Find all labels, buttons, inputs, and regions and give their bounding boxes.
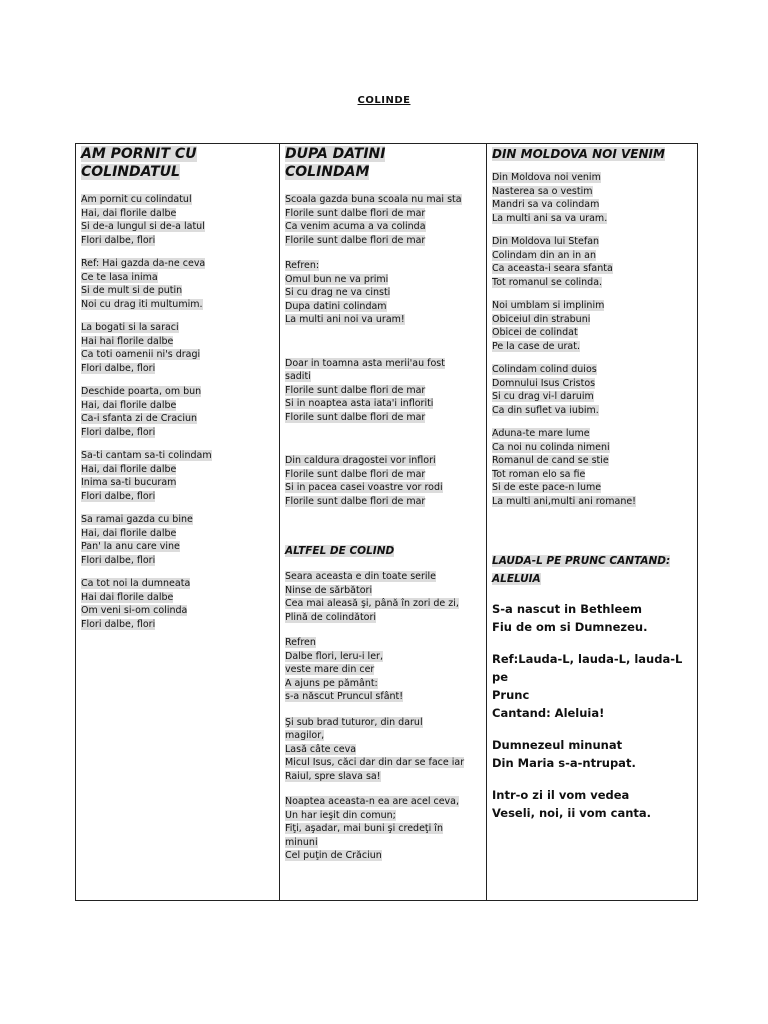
stanza-line: [285, 756, 481, 770]
stanza-line: [81, 284, 274, 298]
stanza-line: [285, 677, 481, 691]
stanza-line: [285, 690, 481, 704]
stanza-line-text: Si cu drag ne va cinsti: [285, 287, 391, 298]
subsection-title: [285, 544, 481, 558]
stanza-line-text: Din Moldova lui Stefan: [492, 236, 600, 247]
stanza-line-text: Am pornit cu colindatul: [81, 194, 192, 205]
stanza-line-text: Plină de colindători: [285, 611, 377, 623]
stanza-line: [81, 298, 274, 312]
stanza-line: [492, 804, 692, 822]
stanza-line: [285, 809, 481, 823]
stanza-line-text: Hai, dai florile dalbe: [81, 527, 177, 539]
stanza-line-text: Pan' la anu care vine: [81, 541, 180, 552]
stanza-line: [81, 618, 274, 632]
stanza-line: [81, 193, 274, 207]
stanza-line: [492, 454, 692, 468]
stanza-line: [285, 495, 481, 509]
stanza-line: [492, 686, 692, 704]
stanza-line: [285, 770, 481, 784]
stanza-line-text: Hai hai florile dalbe: [81, 335, 174, 347]
stanza-line: [285, 259, 481, 273]
stanza: [492, 363, 692, 417]
stanza: [81, 385, 274, 439]
stanza-line: [81, 540, 274, 554]
stanza: [285, 357, 481, 425]
stanza-line-text: Si de este pace-n lume: [492, 482, 602, 493]
stanza: [492, 171, 692, 225]
stanza: [285, 716, 481, 784]
subsection-title-line: [492, 552, 692, 570]
stanza-line: [285, 663, 481, 677]
stanza-line: [285, 397, 481, 411]
stanza-line-text: s-a născut Pruncul sfânt!: [285, 691, 404, 702]
stanza-line: [81, 412, 274, 426]
column-title-line: [492, 145, 692, 163]
stanza-line: [492, 495, 692, 509]
stanza-line: [81, 220, 274, 234]
stanza-line-text: Scoala gazda buna scoala nu mai sta: [285, 194, 462, 205]
stanza-line-text: Pe la case de urat.: [492, 340, 580, 352]
stanza-line: [285, 795, 481, 809]
column-title-line: [81, 145, 274, 163]
stanza-line: [285, 716, 481, 730]
stanza-line-text: Ca aceasta-i seara sfanta: [492, 263, 613, 274]
stanza-line-text: Din caldura dragostei vor inflori: [285, 455, 436, 466]
carol-column-3: [487, 144, 698, 901]
stanza-line-text: Florile sunt dalbe flori de mar: [285, 384, 426, 396]
stanza-line-text: Flori dalbe, flori: [81, 362, 156, 374]
stanza-line-text: Din Moldova noi venim: [492, 172, 601, 183]
stanza-line: [285, 207, 481, 221]
stanza-line: [81, 604, 274, 618]
stanza-line-text: Hai dai florile dalbe: [81, 591, 174, 603]
stanza: [492, 235, 692, 289]
stanza-line-text: Si de-a lungul si de-a latul: [81, 221, 205, 232]
stanza-line-text: saditi: [285, 371, 311, 382]
stanza-line-text: Lasă câte ceva: [285, 743, 357, 755]
stanza-line: [285, 468, 481, 482]
stanza-line: [81, 591, 274, 605]
stanza-line: [81, 490, 274, 504]
stanza: [492, 600, 692, 636]
stanza-line-text: Flori dalbe, flori: [81, 554, 156, 566]
stanza: [81, 321, 274, 375]
stanza-line-text: Ca tot noi la dumneata: [81, 578, 191, 589]
stanza-line-text: Ca toti oamenii ni's dragi: [81, 349, 201, 360]
column-title: [81, 145, 274, 181]
stanza-line-text: Ref: Hai gazda da-ne ceva: [81, 258, 206, 269]
stanza-line-text: Flori dalbe, flori: [81, 234, 156, 246]
stanza: [285, 795, 481, 863]
column-title-text: DIN MOLDOVA NOI VENIM: [492, 147, 665, 161]
stanza-line: [492, 404, 692, 418]
stanza-line: [81, 527, 274, 541]
column-title-text: DUPA DATINI: [285, 146, 386, 162]
column-title: [492, 145, 692, 163]
stanza: [492, 736, 692, 772]
stanza-line: [285, 743, 481, 757]
stanza-line: [81, 463, 274, 477]
stanza-line: [81, 426, 274, 440]
column-title-line: [81, 163, 274, 181]
stanza-line: [81, 476, 274, 490]
stanza-line: [285, 481, 481, 495]
stanza-line-text: Ca venim acuma a va colinda: [285, 221, 426, 232]
stanza-line: [492, 427, 692, 441]
stanza-line-text: Şi sub brad tuturor, din darul: [285, 716, 423, 728]
stanza-line-text: Obiceiul din strabuni: [492, 313, 591, 325]
stanza-line-text: Fiu de om si Dumnezeu.: [492, 620, 648, 634]
stanza-line-text: Ninse de sărbători: [285, 584, 373, 596]
stanza-line-text: Hai, dai florile dalbe: [81, 463, 177, 475]
stanza-line: [81, 271, 274, 285]
stanza: [285, 636, 481, 704]
stanza-line-text: Seara aceasta e din toate serile: [285, 571, 437, 582]
stanza-line-text: Dalbe flori, leru-i ler,: [285, 650, 383, 662]
stanza-line: [492, 441, 692, 455]
stanza-line: [285, 286, 481, 300]
subsection-title-text: ALELUIA: [492, 573, 541, 585]
stanza-line-text: Sa ramai gazda cu bine: [81, 514, 193, 525]
stanza-line: [285, 220, 481, 234]
stanza-line: [285, 611, 481, 625]
stanza-line-text: Noi umblam si implinim: [492, 300, 605, 311]
stanza-line: [81, 513, 274, 527]
stanza-line-text: Din Maria s-a-ntrupat.: [492, 756, 636, 770]
stanza-line-text: Om veni si-om colinda: [81, 605, 188, 616]
stanza-line-text: Obicei de colindat: [492, 327, 578, 338]
stanza-line-text: Florile sunt dalbe flori de mar: [285, 234, 426, 246]
stanza-line-text: Romanul de cand se stie: [492, 455, 609, 466]
stanza-line-text: La multi ani,multi ani romane!: [492, 495, 636, 507]
stanza-line: [285, 636, 481, 650]
stanza-line-text: La multi ani sa va uram.: [492, 212, 608, 224]
stanza-line: [285, 570, 481, 584]
stanza-line: [492, 736, 692, 754]
stanza: [285, 570, 481, 624]
stanza-line-text: Si cu drag vi-l daruim: [492, 391, 594, 402]
stanza-line-text: Un har ieşit din comun;: [285, 809, 396, 821]
stanza-line-text: Doar in toamna asta merii'au fost: [285, 357, 445, 369]
stanza-line: [285, 313, 481, 327]
stanza-line-text: Dumnezeul minunat: [492, 738, 623, 752]
stanza-line-text: A ajuns pe pământ:: [285, 677, 378, 689]
stanza-line-text: Domnului Isus Cristos: [492, 377, 596, 389]
subsection-title-text: LAUDA-L PE PRUNC CANTAND:: [492, 555, 671, 567]
stanza-line-text: Aduna-te mare lume: [492, 428, 590, 439]
stanza: [81, 193, 274, 247]
stanza-line-text: Deschide poarta, om bun: [81, 386, 202, 397]
stanza-line-text: magilor,: [285, 730, 325, 741]
carol-column-2: [280, 144, 487, 901]
stanza-line: [492, 481, 692, 495]
carols-table: [75, 143, 698, 901]
stanza-line: [285, 384, 481, 398]
stanza-line-text: Si in pacea casei voastre vor rodi: [285, 482, 443, 493]
stanza-line: [492, 600, 692, 618]
stanza-line: [492, 198, 692, 212]
column-title-text: COLINDAM: [285, 164, 370, 180]
stanza-line-text: Florile sunt dalbe flori de mar: [285, 468, 426, 480]
stanza-line: [492, 249, 692, 263]
stanza-line-text: Si in noaptea asta iata'i infloriti: [285, 398, 434, 409]
stanza-line: [285, 584, 481, 598]
stanza: [492, 650, 692, 722]
stanza-line: [81, 234, 274, 248]
stanza-line: [81, 207, 274, 221]
stanza-line-text: Noi cu drag iti multumim.: [81, 298, 203, 310]
stanza-line: [285, 729, 481, 743]
stanza-line-text: Inima sa-ti bucuram: [81, 477, 177, 488]
stanza-line: [492, 171, 692, 185]
stanza-line-text: Ca din suflet va iubim.: [492, 404, 599, 416]
stanza-line: [492, 377, 692, 391]
stanza-line-text: Ce te lasa inima: [81, 271, 158, 283]
stanza: [492, 299, 692, 353]
stanza-line: [285, 597, 481, 611]
stanza-line-text: Veseli, noi, ii vom canta.: [492, 806, 652, 820]
stanza-line: [492, 786, 692, 804]
column-title: [285, 145, 481, 181]
stanza: [285, 193, 481, 247]
stanza-line: [81, 362, 274, 376]
subsection-title-line: [492, 570, 692, 588]
stanza-line-text: Flori dalbe, flori: [81, 426, 156, 438]
stanza-line: [492, 650, 692, 686]
stanza-line-text: Mandri sa va colindam: [492, 199, 600, 210]
stanza-line-text: Florile sunt dalbe flori de mar: [285, 411, 426, 423]
stanza-line: [285, 411, 481, 425]
stanza-line-text: S-a nascut in Bethleem: [492, 602, 643, 616]
stanza-line: [285, 454, 481, 468]
stanza-line-text: Flori dalbe, flori: [81, 490, 156, 502]
stanza-line-text: La multi ani noi va uram!: [285, 314, 405, 325]
stanza: [492, 786, 692, 822]
stanza-line: [285, 650, 481, 664]
stanza-line-text: Colindam din an in an: [492, 249, 596, 261]
stanza-line-text: Fiţi, aşadar, mai buni şi credeţi în: [285, 823, 443, 834]
stanza-line-text: Tot roman elo sa fie: [492, 468, 586, 480]
stanza-line-text: Ca noi nu colinda nimeni: [492, 441, 610, 453]
stanza: [285, 454, 481, 508]
stanza-line-text: Cea mai aleasă şi, până în zori de zi,: [285, 598, 459, 609]
stanza-line: [492, 340, 692, 354]
column-title-line: [285, 145, 481, 163]
stanza-line-text: Cel puţin de Crăciun: [285, 850, 382, 861]
stanza-line-text: Raiul, spre slava sa!: [285, 770, 381, 782]
stanza-line-text: Florile sunt dalbe flori de mar: [285, 495, 426, 507]
stanza-line-text: Omul bun ne va primi: [285, 273, 389, 285]
stanza: [285, 259, 481, 327]
stanza-line-text: La bogati si la saraci: [81, 322, 179, 333]
stanza-line: [285, 234, 481, 248]
stanza-line-text: Nasterea sa o vestim: [492, 185, 593, 197]
page-title: COLINDE: [357, 95, 411, 106]
stanza: [81, 257, 274, 311]
stanza: [81, 449, 274, 503]
stanza-line-text: Intr-o zi il vom vedea: [492, 788, 630, 802]
stanza-line: [81, 554, 274, 568]
stanza-line: [492, 299, 692, 313]
stanza-line: [492, 468, 692, 482]
stanza: [492, 427, 692, 508]
stanza-line: [492, 704, 692, 722]
stanza-line: [492, 235, 692, 249]
stanza-line-text: Refren: [285, 637, 316, 648]
stanza-line: [285, 300, 481, 314]
stanza-line-text: minuni: [285, 836, 318, 848]
subsection-title: [492, 552, 692, 588]
stanza-line: [492, 185, 692, 199]
stanza-line: [285, 836, 481, 850]
stanza-line-text: Hai, dai florile dalbe: [81, 399, 177, 411]
stanza-line: [492, 363, 692, 377]
stanza-line: [81, 257, 274, 271]
stanza-line: [285, 357, 481, 371]
stanza-line: [492, 313, 692, 327]
stanza-line: [81, 577, 274, 591]
stanza-line: [81, 385, 274, 399]
stanza: [81, 577, 274, 631]
stanza-line-text: Micul Isus, căci dar din dar se face iar: [285, 757, 465, 768]
stanza-line: [285, 370, 481, 384]
stanza-line: [81, 348, 274, 362]
stanza-line-text: Prunc: [492, 688, 530, 702]
stanza-line: [492, 276, 692, 290]
stanza-line-text: Hai, dai florile dalbe: [81, 207, 177, 219]
column-title-text: AM PORNIT CU: [81, 146, 197, 162]
stanza-line-text: Flori dalbe, flori: [81, 618, 156, 630]
stanza-line: [492, 754, 692, 772]
stanza-line: [81, 449, 274, 463]
stanza-line-text: Dupa datini colindam: [285, 300, 387, 312]
carol-column-1: [76, 144, 280, 901]
stanza-line: [285, 822, 481, 836]
stanza-line: [492, 212, 692, 226]
stanza-line: [285, 273, 481, 287]
stanza-line-text: Si de mult si de putin: [81, 285, 183, 296]
stanza-line-text: Noaptea aceasta-n ea are acel ceva,: [285, 796, 460, 807]
subsection-title-text: ALTFEL DE COLIND: [285, 545, 395, 557]
stanza: [81, 513, 274, 567]
stanza-line-text: Tot romanul se colinda.: [492, 276, 603, 288]
stanza-line: [492, 618, 692, 636]
stanza-line: [81, 321, 274, 335]
stanza-line-text: Cantand: Aleluia!: [492, 706, 605, 720]
column-title-text: COLINDATUL: [81, 164, 180, 180]
stanza-line: [492, 262, 692, 276]
stanza-line-text: Colindam colind duios: [492, 364, 597, 375]
stanza-line: [285, 849, 481, 863]
stanza-line-text: Ref:Lauda-L, lauda-L, lauda-L pe: [492, 652, 683, 684]
stanza-line: [285, 193, 481, 207]
stanza-line-text: Refren:: [285, 260, 320, 271]
stanza-line: [492, 390, 692, 404]
stanza-line-text: Florile sunt dalbe flori de mar: [285, 207, 426, 219]
stanza-line: [492, 326, 692, 340]
stanza-line: [81, 399, 274, 413]
stanza-line-text: Sa-ti cantam sa-ti colindam: [81, 450, 212, 461]
stanza-line-text: Ca-i sfanta zi de Craciun: [81, 413, 198, 424]
stanza-line: [81, 335, 274, 349]
stanza-line-text: veste mare din cer: [285, 664, 375, 675]
column-title-line: [285, 163, 481, 181]
